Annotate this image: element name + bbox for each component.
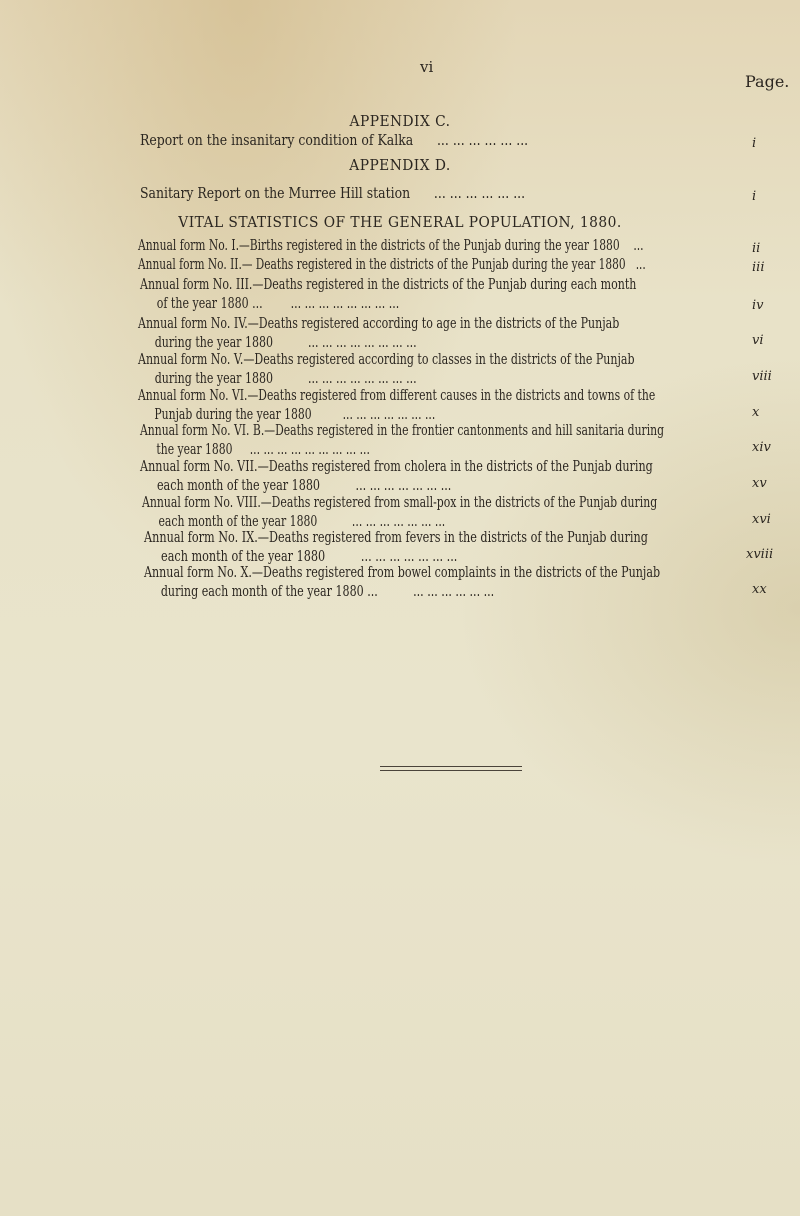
page-number: xx — [752, 582, 767, 597]
dot-leader: ... ... ... ... ... ... ... ... — [308, 335, 417, 351]
toc-entry — [140, 458, 653, 496]
dot-leader: ... ... ... ... ... ... — [436, 133, 529, 149]
entry-title: Annual form No. IX.—Deaths registered from fevers in the districts of the Punjab during — [144, 530, 648, 546]
entry-title: Annual form No. VI.—Deaths registered from different causes in the districts and towns of the — [138, 388, 656, 404]
entry-title-cont: during the year 1880 — [154, 371, 274, 387]
dot-leader: ... ... ... ... ... ... ... ... — [308, 371, 417, 387]
entry-title-cont: of the year 1880 ... — [156, 296, 263, 312]
entry-title: Annual form No. VIII.—Deaths registered from small-pox in the districts of the Punjab during — [142, 495, 658, 511]
heading-vital-statistics: VITAL STATISTICS OF THE GENERAL POPULATION, 1880. — [178, 213, 622, 231]
section-divider-rule — [380, 766, 522, 771]
entry-title-cont: each month of the year 1880 — [156, 478, 321, 494]
page-number: i — [752, 189, 757, 204]
page-number: x — [752, 405, 760, 420]
entry-title-cont: during each month of the year 1880 ... — [160, 584, 378, 600]
heading-appendix-d: APPENDIX D. — [349, 156, 451, 174]
entry-title: Annual form No. V.—Deaths registered according to classes in the districts of the Punjab — [138, 352, 635, 368]
page-number: viii — [752, 369, 772, 384]
toc-entry — [144, 564, 660, 602]
dot-leader: ... ... ... ... ... ... ... — [342, 407, 436, 423]
entry-title: Annual form No. VI. B.—Deaths registered in the frontier cantonments and hill sanitaria during — [140, 423, 665, 439]
dot-leader: ... ... ... ... ... ... ... ... — [290, 296, 400, 312]
toc-entry — [140, 276, 636, 314]
page-number: vi — [752, 333, 764, 348]
page-number: iv — [752, 298, 764, 313]
entry-title: Annual form No. II.— Deaths registered in the districts of the Punjab during the year 1880 — [138, 257, 626, 273]
entry-title-cont: Punjab during the year 1880 — [154, 407, 312, 423]
toc-entry — [138, 351, 635, 389]
toc-entry — [138, 257, 646, 273]
entry-title-cont: each month of the year 1880 — [158, 514, 318, 530]
entry-title-cont: during the year 1880 — [154, 335, 274, 351]
entry-title: Annual form No. VII.—Deaths registered from cholera in the districts of the Punjab during — [140, 459, 653, 475]
toc-entry — [142, 494, 657, 532]
page-number: xv — [752, 476, 767, 491]
entry-title-cont: the year 1880 — [156, 442, 233, 458]
entry-title: Annual form No. IV.—Deaths registered according to age in the districts of the Punjab — [138, 316, 620, 332]
page-number: xiv — [752, 440, 771, 455]
entry-title: Annual form No. X.—Deaths registered from bowel complaints in the districts of the Punjab — [144, 565, 661, 581]
toc-entry — [138, 387, 655, 425]
toc-entry — [138, 238, 644, 254]
page-column-header: Page. — [745, 72, 790, 91]
entry-title: Annual form No. III.—Deaths registered in the districts of the Punjab during each month — [140, 277, 637, 293]
dot-leader: ... — [633, 238, 644, 254]
entry-title: Report on the insanitary condition of Kalka — [140, 133, 414, 149]
page-number: xvi — [752, 512, 771, 527]
page-number: ii — [752, 241, 761, 256]
entry-title: Sanitary Report on the Murree Hill station — [140, 186, 411, 202]
toc-entry — [144, 529, 648, 567]
page-number: i — [752, 136, 757, 151]
page-number: iii — [752, 260, 765, 275]
toc-entry — [140, 186, 525, 202]
dot-leader: ... ... ... ... ... ... ... — [355, 478, 452, 494]
dot-leader: ... ... ... ... ... ... — [433, 186, 526, 202]
entry-title: Annual form No. I.—Births registered in the districts of the Punjab during the year 1880 — [138, 238, 620, 254]
page-number: xviii — [746, 547, 774, 562]
toc-entry — [140, 133, 528, 149]
entry-title-cont: each month of the year 1880 — [161, 549, 326, 565]
dot-leader: ... — [635, 257, 646, 273]
dot-leader: ... ... ... ... ... ... ... ... ... — [249, 442, 370, 458]
toc-entry — [140, 422, 664, 460]
dot-leader: ... ... ... ... ... ... ... — [351, 514, 446, 530]
heading-appendix-c: APPENDIX C. — [349, 112, 451, 130]
folio-number: vi — [420, 58, 434, 76]
toc-entry — [138, 315, 619, 353]
dot-leader: ... ... ... ... ... ... ... — [360, 549, 458, 565]
dot-leader: ... ... ... ... ... ... — [413, 584, 495, 600]
